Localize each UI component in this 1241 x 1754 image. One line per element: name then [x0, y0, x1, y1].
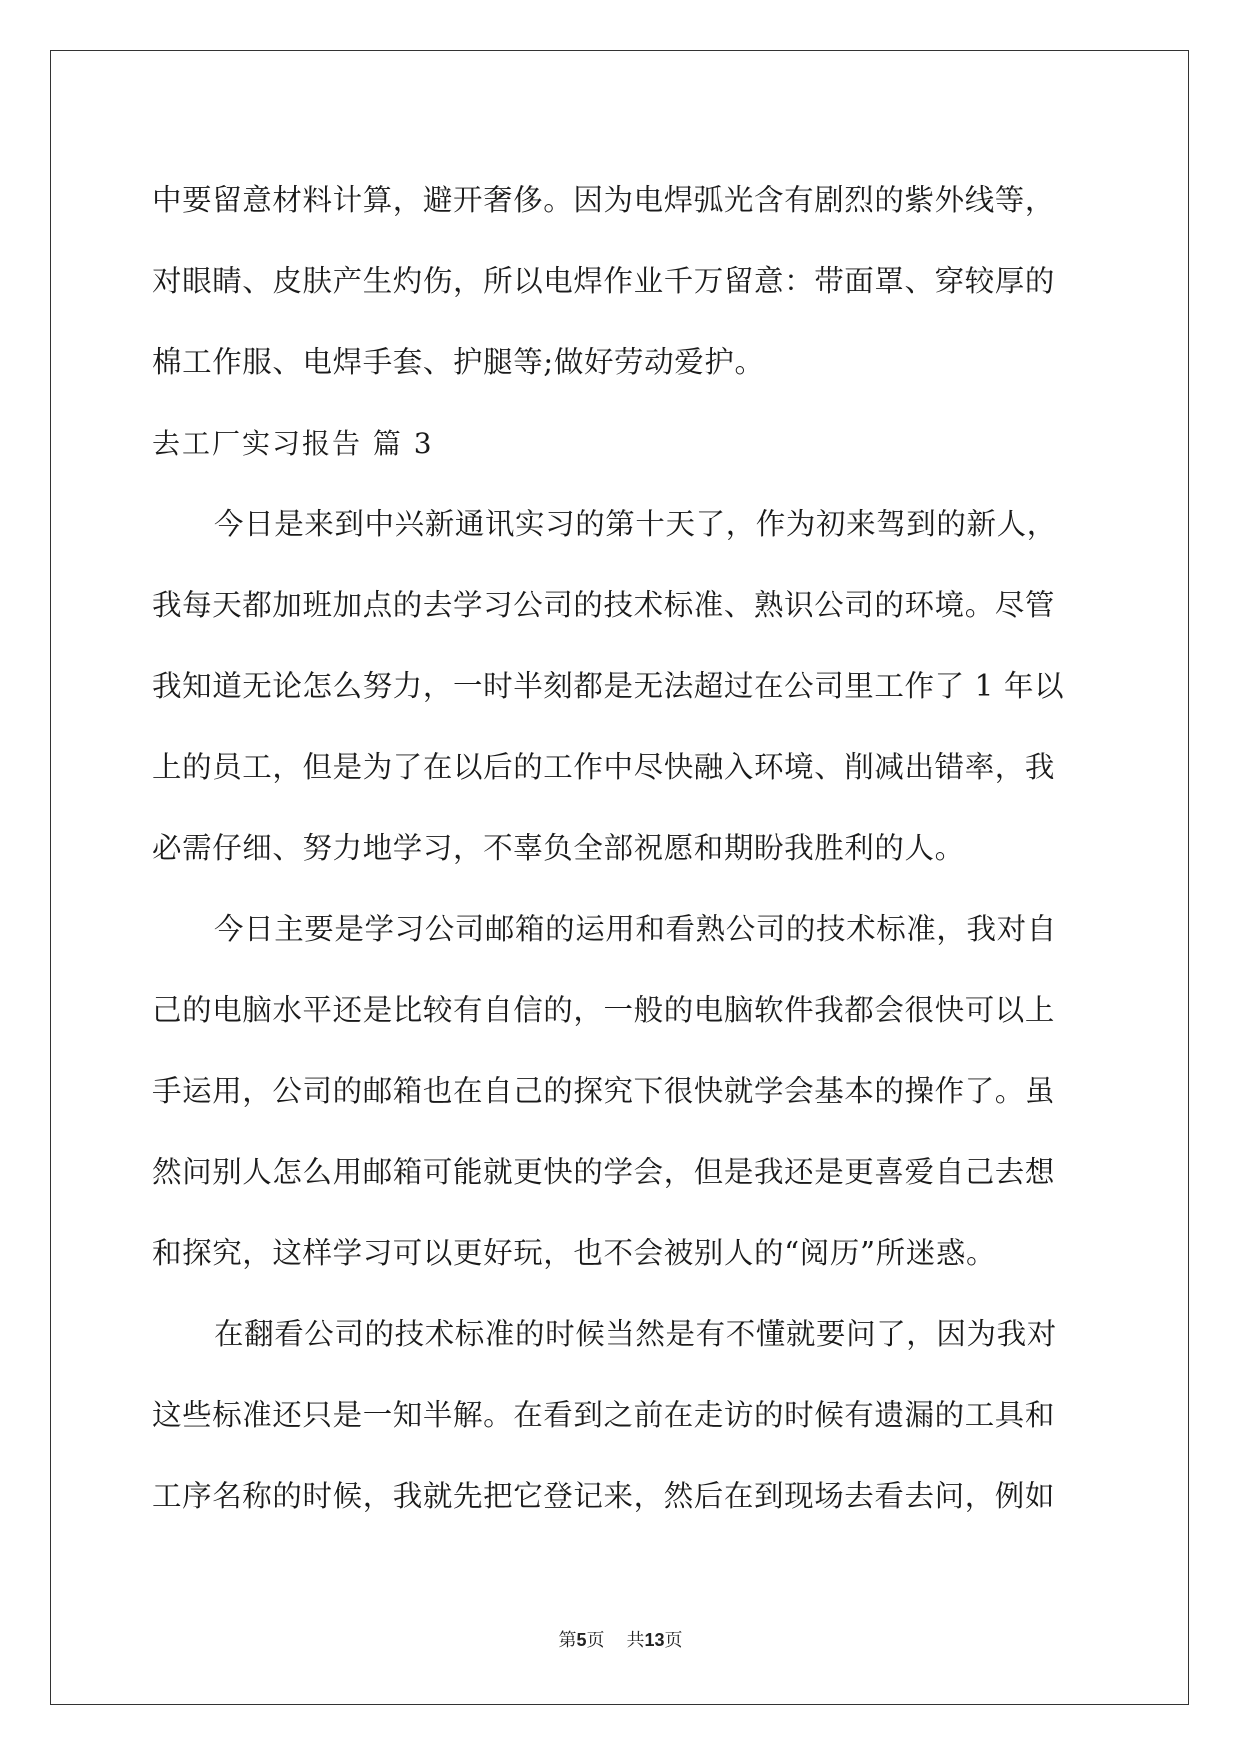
body-line: 棉工作服、电焊手套、护腿等;做好劳动爱护。	[152, 345, 765, 379]
body-line: 上的员工，但是为了在以后的工作中尽快融入环境、削减出错率，我	[152, 750, 1056, 784]
body-line: 己的电脑水平还是比较有自信的，一般的电脑软件我都会很快可以上	[152, 993, 1056, 1027]
page-prefix: 第	[558, 1630, 577, 1651]
body-line: 工序名称的时候，我就先把它登记来，然后在到现场去看去问，例如	[152, 1479, 1056, 1513]
body-line: 我每天都加班加点的去学习公司的技术标准、熟识公司的环境。尽管	[152, 588, 1056, 622]
paragraph-first-line: 今日主要是学习公司邮箱的运用和看熟公司的技术标准，我对自	[214, 912, 1057, 946]
section-heading: 去工厂实习报告 篇 3	[152, 427, 434, 460]
body-line: 手运用，公司的邮箱也在自己的探究下很快就学会基本的操作了。虽	[152, 1074, 1056, 1108]
body-line: 中要留意材料计算，避开奢侈。因为电焊弧光含有剧烈的紫外线等，	[152, 183, 1056, 217]
body-line: 然问别人怎么用邮箱可能就更快的学会，但是我还是更喜爱自己去想	[152, 1155, 1056, 1189]
paragraph-first-line: 在翻看公司的技术标准的时候当然是有不懂就要问了，因为我对	[214, 1317, 1057, 1351]
paragraph-first-line: 今日是来到中兴新通讯实习的第十天了，作为初来驾到的新人，	[214, 507, 1057, 541]
body-line: 和探究，这样学习可以更好玩，也不会被别人的“阅历”所迷惑。	[152, 1236, 997, 1270]
total-prefix: 共	[626, 1630, 645, 1651]
total-pages: 13	[644, 1630, 665, 1650]
body-line: 对眼睛、皮肤产生灼伤，所以电焊作业千万留意：带面罩、穿较厚的	[152, 264, 1056, 298]
body-line: 这些标准还只是一知半解。在看到之前在走访的时候有遗漏的工具和	[152, 1398, 1056, 1432]
page-number: 5	[576, 1630, 587, 1650]
body-line: 我知道无论怎么努力，一时半刻都是无法超过在公司里工作了 1 年以	[152, 669, 1065, 703]
page-footer	[0, 1626, 1241, 1652]
total-suffix: 页	[664, 1630, 683, 1651]
body-line: 必需仔细、努力地学习，不辜负全部祝愿和期盼我胜利的人。	[152, 831, 965, 865]
document-body	[152, 160, 1092, 1537]
page-suffix: 页	[586, 1630, 605, 1651]
